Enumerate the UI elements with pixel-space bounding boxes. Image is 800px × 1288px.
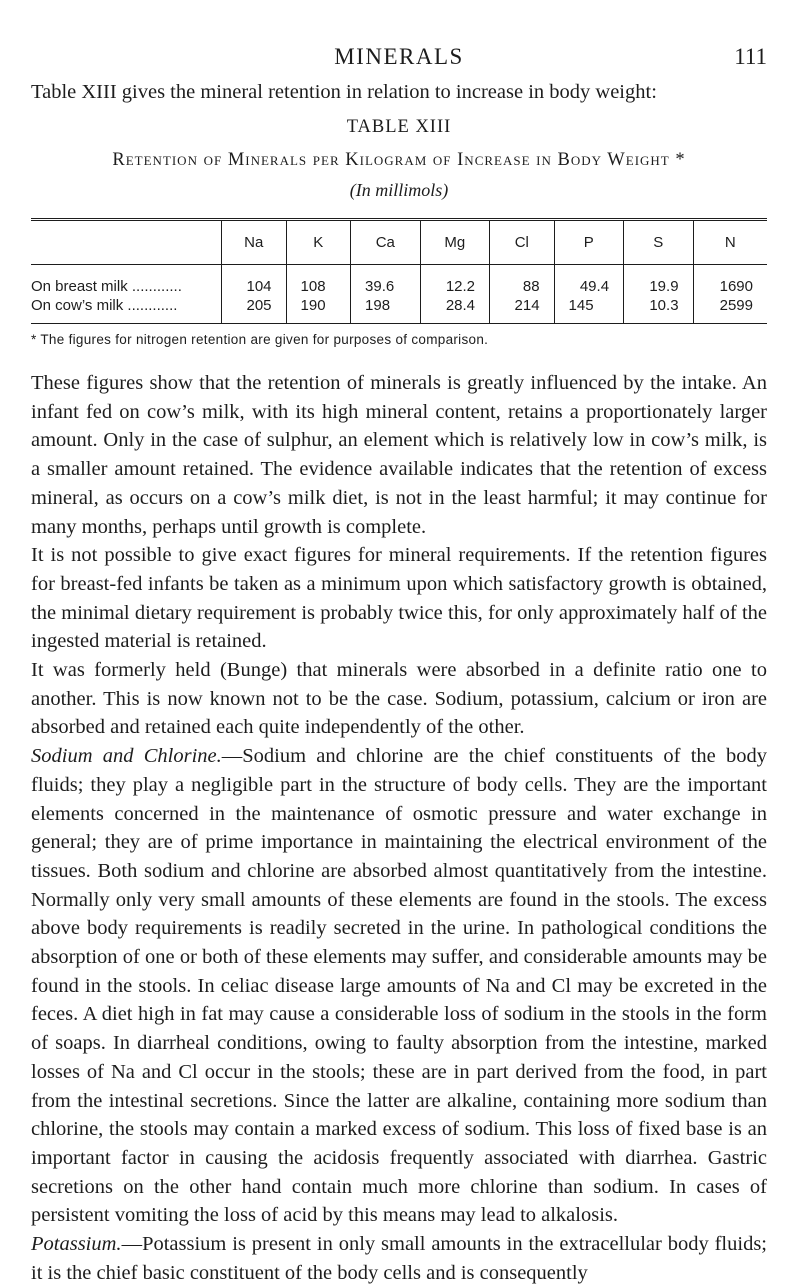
column-header: N <box>693 220 767 265</box>
table-units <box>31 180 767 201</box>
page-number: 111 <box>734 44 767 69</box>
paragraph-text: —Sodium and chlorine are the chief constituents of the body fluids; they play a negligible part in the structure of body cells. They are the important elements concerned in the maintenance of osmotic pressure and water exchange in general; they are of prime importance in maintaining the electrical environment of the tissues. Both sodium and chlorine are absorbed almost quantitatively from the intestine. Normally only very small amounts of these elements are found in the stools. The excess above body requirements is readily secreted in the urine. In pathological conditions the absorption of one or both of these elements may suffer, and considerable amounts may be found in the stools. In celiac disease large amounts of Na and Cl may be excreted in the feces. A diet high in fat may cause a considerable loss of sodium in the stools in the form of soaps. In diarrheal conditions, owing to faulty absorption from the intestine, marked losses of Na and Cl occur in the stools; these are in part derived from the food, in part from the intestinal secretions. Since the latter are alkaline, containing more sodium than chlorine, the stools may contain a marked excess of sodium. This loss of fixed base is an important factor in causing the acidosis frequently associated with diarrhea. Gastric secretions on the other hand contain much more chlorine than sodium. In cases of persistent vomiting the loss of acid by this means may lead to alkalosis. <box>31 745 767 1227</box>
row-label: On cow’s milk ............ <box>31 297 178 314</box>
table-caption: TABLE XIII <box>346 117 452 137</box>
table-cell: 2599 <box>693 296 767 324</box>
paragraph <box>31 1230 767 1287</box>
table-cell: 12.2 <box>420 265 490 297</box>
table-corner-cell <box>31 220 222 265</box>
column-header: Ca <box>351 220 421 265</box>
table-row <box>31 296 767 324</box>
column-header: S <box>624 220 694 265</box>
retention-table <box>31 218 767 324</box>
table-cell: 108 <box>286 265 351 297</box>
table-cell: 205 <box>222 296 287 324</box>
table-footnote: * The figures for nitrogen retention are given for purposes of comparison. <box>31 332 489 347</box>
paragraph <box>31 656 767 742</box>
running-head <box>31 0 767 78</box>
table-cell: 214 <box>490 296 555 324</box>
paragraph-text: It was formerly held (Bunge) that minerals were absorbed in a definite ratio one to another. This is now known not to be the case. Sodium, potassium, calcium or iron are absorbed and retained each quite independently of the other. <box>31 659 767 739</box>
table-units-text: (In millimols) <box>349 180 449 200</box>
table-cell: 39.6 <box>351 265 421 297</box>
table-cell: 145 <box>554 296 624 324</box>
table-cell: 104 <box>222 265 287 297</box>
column-header: P <box>554 220 624 265</box>
section-heading: Potassium. <box>31 1233 122 1256</box>
column-header: Mg <box>420 220 490 265</box>
table-cell: 19.9 <box>624 265 694 297</box>
table-cell: 1690 <box>693 265 767 297</box>
table-header-row <box>31 220 767 265</box>
paragraph <box>31 369 767 541</box>
paragraph-text: It is not possible to give exact figures for mineral requirements. If the retention figures for breast-fed infants be taken as a minimum upon which satisfactory growth is obtained, the minimal dietary requirement is probably twice this, for only approximately half of the ingested material is retained. <box>31 544 767 653</box>
running-title: MINERALS <box>334 44 464 69</box>
table-cell: 88 <box>490 265 555 297</box>
table-subtitle: Retention of Minerals per Kilogram of Increase in Body Weight * <box>112 150 686 170</box>
table-cell: 190 <box>286 296 351 324</box>
section-heading: Sodium and Chlorine. <box>31 745 222 768</box>
column-header: K <box>286 220 351 265</box>
paragraph <box>31 742 767 1230</box>
book-page <box>31 0 767 1288</box>
body-text <box>31 369 767 1288</box>
row-label: On breast milk ............ <box>31 278 182 295</box>
column-header: Cl <box>490 220 555 265</box>
table-row <box>31 265 767 297</box>
paragraph-text: —Potassium is present in only small amounts in the extracellular body fluids; it is the chief basic constituent of the body cells and is consequently <box>31 1233 767 1284</box>
intro-sentence: Table XIII gives the mineral retention in relation to increase in body weight: <box>31 81 657 103</box>
table-cell: 28.4 <box>420 296 490 324</box>
column-header: Na <box>222 220 287 265</box>
table-cell: 10.3 <box>624 296 694 324</box>
paragraph-text: These figures show that the retention of minerals is greatly influenced by the intake. An infant fed on cow’s milk, with its high mineral content, retains a proportionately larger amount. Only in the case of sulphur, an element which is relatively low in cow’s milk, is a smaller amount retained. The evidence available indicates that the retention of excess mineral, as occurs on a cow’s milk diet, is not in the least harmful; it may continue for many months, perhaps until growth is complete. <box>31 372 767 538</box>
table-cell: 49.4 <box>554 265 624 297</box>
paragraph <box>31 541 767 656</box>
table-cell: 198 <box>351 296 421 324</box>
